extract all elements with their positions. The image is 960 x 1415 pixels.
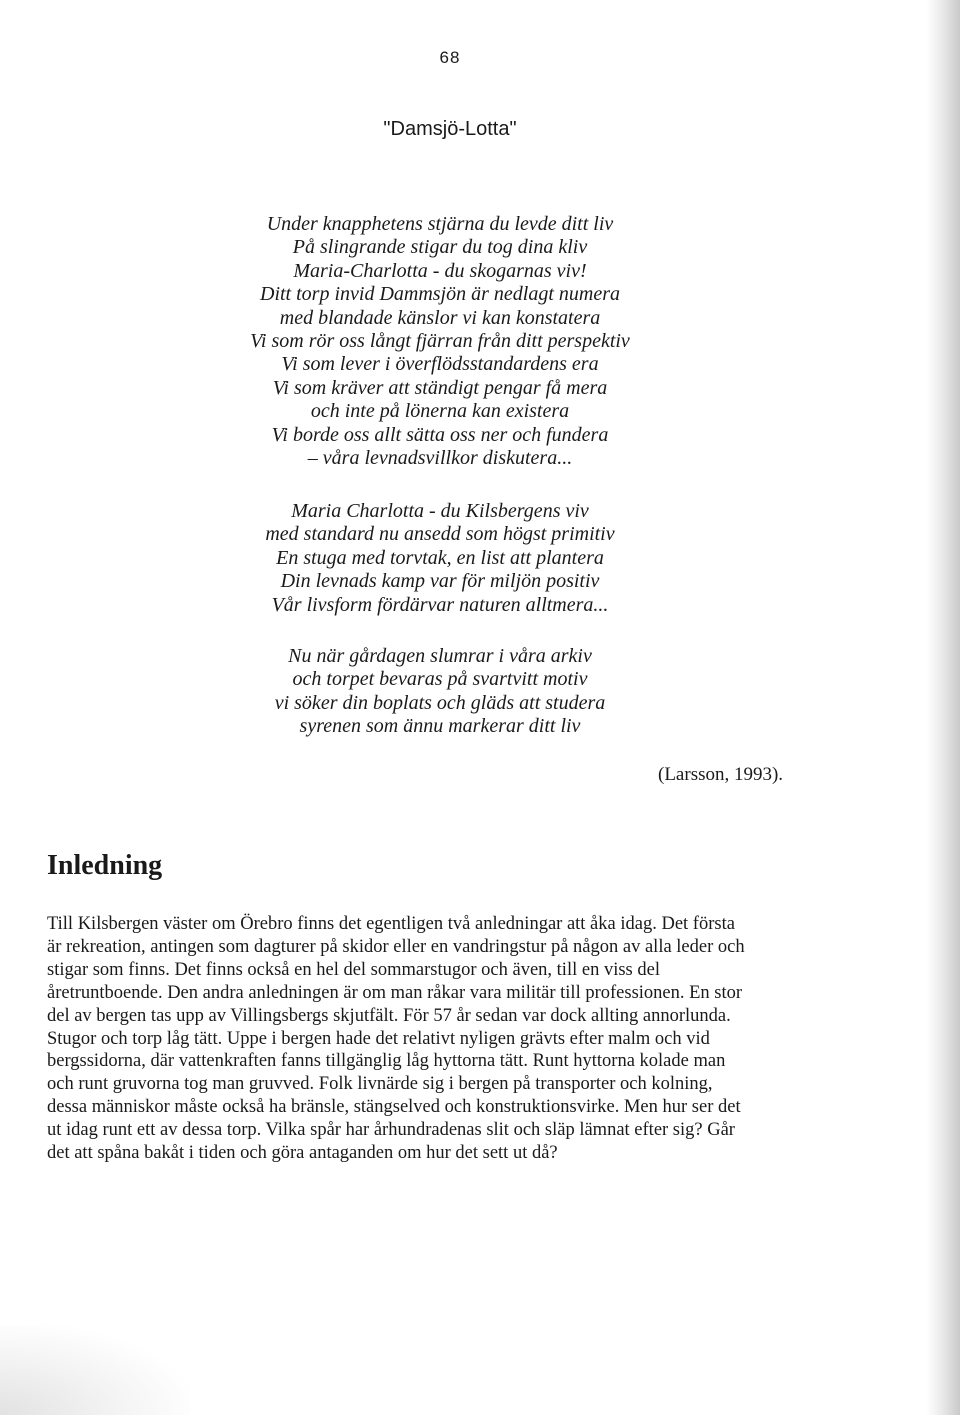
poem-line: med blandade känslor vi kan konstatera bbox=[279, 306, 601, 329]
poem-line: vi söker din boplats och gläds att studera bbox=[274, 691, 606, 714]
paragraph-line: Stugor och torp låg tätt. Uppe i bergen hade det relativt nyligen grävts efter malm och vid bbox=[47, 1028, 710, 1049]
paragraph-line: och runt gruvorna tog man gruvved. Folk livnärde sig i bergen på transporter och kolning, bbox=[47, 1074, 713, 1095]
poem-line: På slingrande stigar du tog dina kliv bbox=[292, 236, 588, 259]
poem-stanza-2 bbox=[0, 500, 880, 617]
poem-line: Under knapphetens stjärna du levde ditt liv bbox=[266, 213, 614, 235]
poem-line: Ditt torp invid Dammsjön är nedlagt numera bbox=[260, 283, 620, 306]
poem-line: – våra levnadsvillkor diskutera... bbox=[307, 447, 573, 470]
section-heading: Inledning bbox=[47, 850, 163, 881]
poem-line: Vi som lever i överflödsstandardens era bbox=[281, 353, 599, 376]
poem-citation: (Larsson, 1993). bbox=[658, 764, 784, 785]
body-paragraph bbox=[47, 913, 847, 1165]
poem-line: Vi som kräver att ständigt pengar få mera bbox=[272, 376, 608, 399]
paragraph-line: det att spåna bakåt i tiden och göra antaganden om hur det sett ut då? bbox=[47, 1143, 558, 1164]
paragraph-line: stigar som finns. Det finns också en hel del sommarstugor och även, till en viss del bbox=[47, 959, 660, 980]
scan-shadow-corner bbox=[0, 1325, 190, 1415]
poem-line: En stuga med torvtak, en list att plantera bbox=[276, 546, 604, 569]
paragraph-line: ut idag runt ett av dessa torp. Vilka spår har århundradenas slit och släp lämnat efter sig? Går bbox=[47, 1120, 735, 1141]
poem-line: med standard nu ansedd som högst primitiv bbox=[265, 523, 615, 546]
page-number: 68 bbox=[439, 48, 461, 67]
poem-line: och inte på lönerna kan existera bbox=[310, 400, 570, 423]
poem-line: Din levnads kamp var för miljön positiv bbox=[280, 570, 600, 593]
poem-line: Nu när gårdagen slumrar i våra arkiv bbox=[288, 645, 592, 667]
poem-line: syrenen som ännu markerar ditt liv bbox=[299, 715, 581, 738]
scan-shadow-edge bbox=[926, 0, 960, 1415]
poem-stanza-1 bbox=[0, 213, 880, 470]
poem-line: Vår livsform fördärvar naturen alltmera... bbox=[271, 593, 609, 616]
poem-title: "Damsjö-Lotta" bbox=[383, 118, 517, 140]
paragraph-line: del av bergen tas upp av Villingsbergs skjutfält. För 57 år sedan var dock allting annorlunda. bbox=[47, 1005, 731, 1026]
poem-stanza-3 bbox=[0, 645, 880, 739]
paragraph-line: åretruntboende. Den andra anledningen är om man råkar vara militär till professionen. En stor bbox=[47, 982, 743, 1003]
paragraph-line: Till Kilsbergen väster om Örebro finns det egentligen två anledningar att åka idag. Det första bbox=[47, 914, 735, 934]
poem-line: Maria-Charlotta - du skogarnas viv! bbox=[293, 259, 587, 282]
paragraph-line: bergssidorna, där vattenkraften fanns tillgänglig låg hyttorna tätt. Runt hyttorna kolade man bbox=[47, 1051, 726, 1072]
paragraph-line: är rekreation, antingen som dagturer på skidor eller en vandringstur på någon av alla leder och bbox=[47, 936, 745, 957]
poem-line: Vi som rör oss långt fjärran från ditt perspektiv bbox=[250, 330, 630, 353]
paragraph-line: dessa människor måste också ha bränsle, stängselved och konstruktionsvirke. Men hur ser det bbox=[47, 1097, 741, 1118]
poem-line: och torpet bevaras på svartvitt motiv bbox=[292, 668, 588, 691]
poem-line: Vi borde oss allt sätta oss ner och fundera bbox=[271, 423, 609, 446]
poem-line: Maria Charlotta - du Kilsbergens viv bbox=[291, 500, 589, 522]
